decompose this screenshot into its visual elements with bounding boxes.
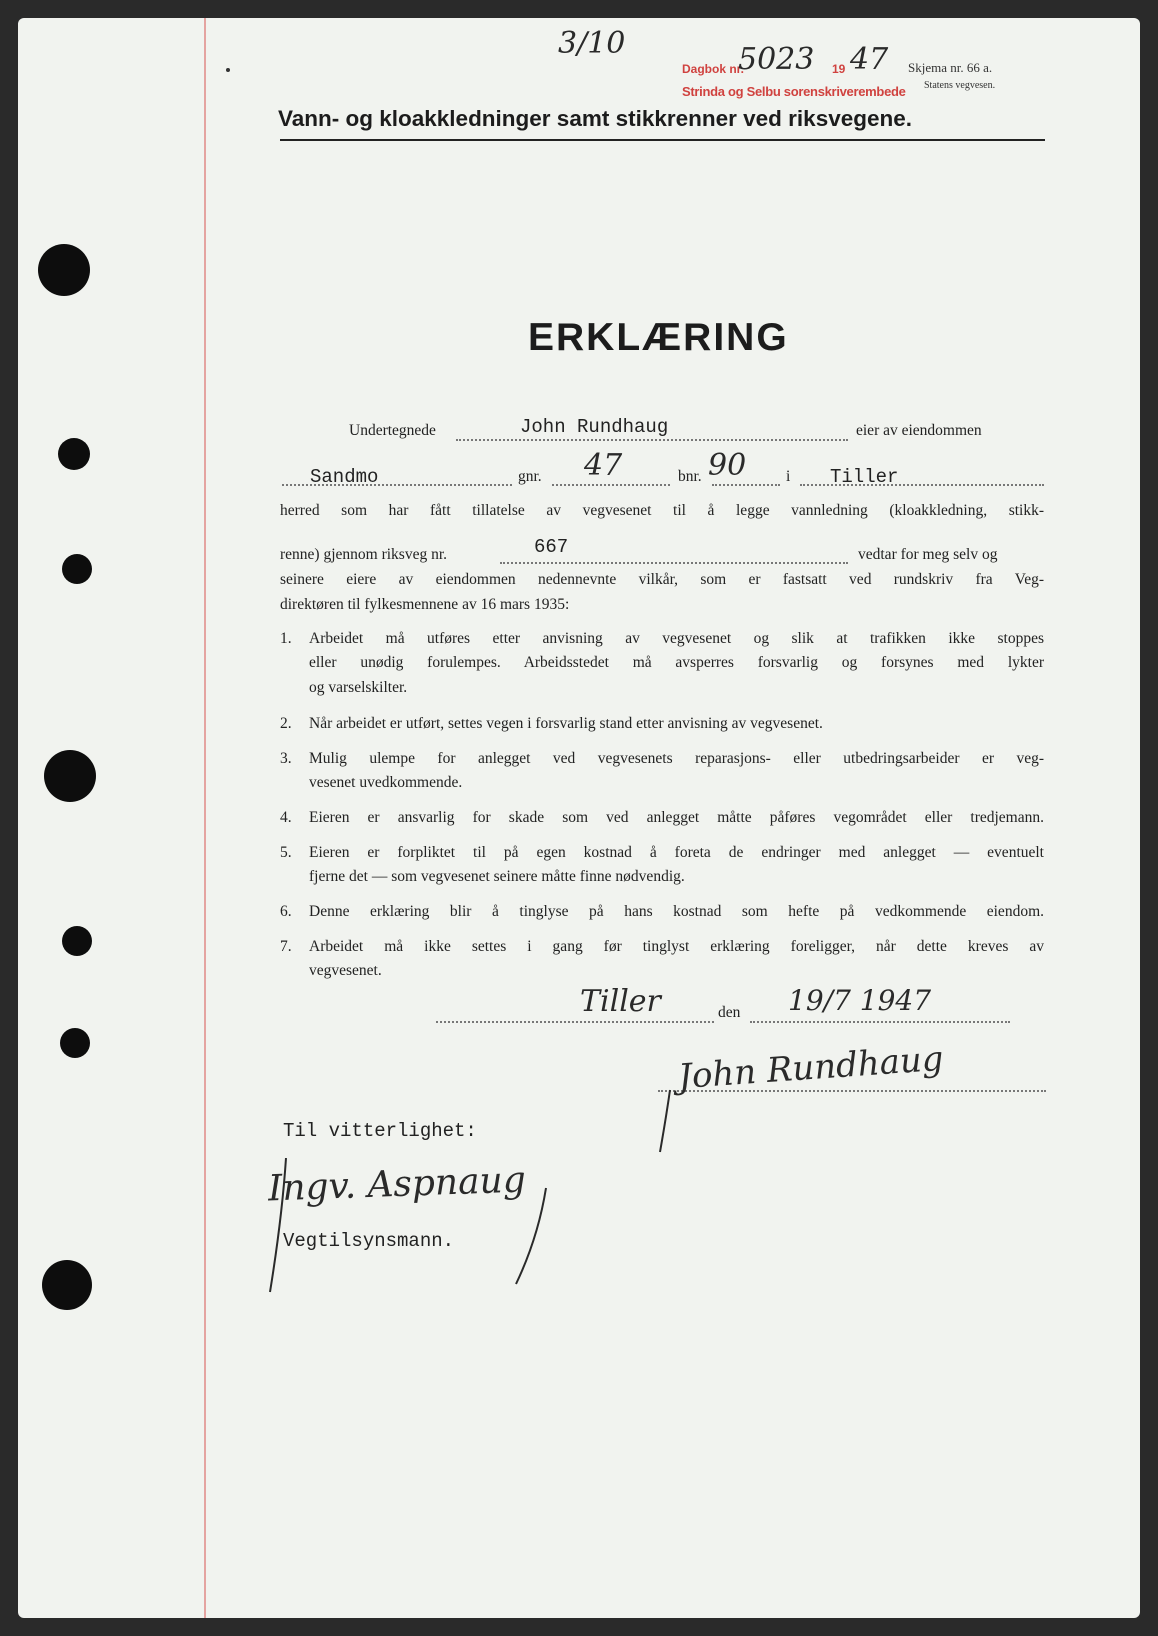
condition-line: vegvesenet. [309, 962, 382, 979]
registry-stamp: Strinda og Selbu sorenskriverembede [682, 84, 906, 99]
condition-number: 6. [280, 903, 292, 920]
punch-hole [42, 1260, 92, 1310]
owner-name: John Rundhaug [520, 416, 669, 438]
undertegnede-label: Undertegnede [349, 422, 436, 439]
dotted-fill [500, 562, 848, 564]
skjema-label: Skjema nr. 66 a. [908, 60, 993, 75]
condition-line: Eieren er ansvarlig for skade som ved anlegget måtte påføres vegområdet eller tredjemann. [309, 809, 1044, 826]
body-line-start: renne) gjennom riksveg nr. [280, 546, 448, 563]
dotted-fill [712, 484, 780, 486]
dagbok-year: 47 [850, 42, 889, 77]
dotted-fill [552, 484, 670, 486]
municipality: Tiller [830, 466, 899, 488]
condition-line: Når arbeidet er utført, settes vegen i forsvarlig stand etter anvisning av vegvesenet. [309, 715, 823, 732]
riksveg-number: 667 [534, 536, 569, 558]
document-title: ERKLÆRING [528, 316, 789, 359]
condition-line: Mulig ulempe for anlegget ved vegvesenets reparasjons- eller utbedringsarbeider er veg- [309, 750, 1044, 767]
body-line: direktøren til fylkesmennene av 16 mars 1935: [280, 596, 570, 613]
witness-title: Vegtilsynsmann. [283, 1230, 455, 1252]
punch-hole [58, 438, 90, 470]
dagbok-year-prefix: 19 [832, 62, 846, 76]
witness-signature-strokes [256, 1158, 556, 1298]
signature-stroke [648, 1088, 688, 1158]
statens-label: Statens vegvesen. [924, 80, 996, 91]
condition-line: eller unødig forulempes. Arbeidsstedet må avsperres forsvarlig og forsynes med lykter [309, 654, 1044, 671]
speck [226, 68, 230, 72]
dotted-fill [750, 1021, 1010, 1023]
owner-signature: John Rundhaug [676, 1038, 945, 1098]
margin-line [204, 18, 206, 1618]
witness-signature: Ingv. Aspnaug [267, 1159, 527, 1210]
condition-line: Arbeidet må utføres etter anvisning av vegvesenet og slik at trafikken ikke stoppes [309, 630, 1044, 647]
header-rule [280, 139, 1045, 141]
condition-line: vesenet uvedkommende. [309, 774, 463, 791]
condition-line: Denne erklæring blir å tinglyse på hans kostnad som hefte på vedkommende eiendom. [309, 903, 1044, 920]
condition-number: 4. [280, 809, 292, 826]
dagbok-number: 5023 [738, 42, 815, 77]
witness-label: Til vitterlighet: [283, 1120, 477, 1142]
punch-hole [62, 926, 92, 956]
gnr-label: gnr. [518, 468, 542, 485]
eier-label: eier av eiendommen [856, 422, 982, 439]
den-label: den [718, 1004, 741, 1021]
property-name: Sandmo [310, 466, 379, 488]
condition-line: Arbeidet må ikke settes i gang før tinglyst erklæring foreligger, når dette kreves av [309, 938, 1044, 955]
i-label: i [786, 468, 791, 485]
signature-place: Tiller [580, 984, 661, 1019]
bnr-value: 90 [708, 448, 747, 483]
condition-number: 1. [280, 630, 292, 647]
dotted-fill [456, 439, 848, 441]
document-page [18, 18, 1140, 1618]
punch-hole [38, 244, 90, 296]
dotted-fill [436, 1021, 714, 1023]
condition-line: Eieren er forpliktet til på egen kostnad å foreta de endringer med anlegget — eventuelt [309, 844, 1044, 861]
condition-number: 5. [280, 844, 292, 861]
condition-number: 7. [280, 938, 292, 955]
condition-number: 2. [280, 715, 292, 732]
signature-date: 19/7 1947 [788, 984, 932, 1017]
body-line: herred som har fått tillatelse av vegvesenet til å legge vannledning (kloakkledning, stikk- [280, 502, 1044, 519]
body-line-end: vedtar for meg selv og [858, 546, 998, 563]
body-line: seinere eiere av eiendommen nedennevnte vilkår, som er fastsatt ved rundskriv fra Veg- [280, 571, 1044, 588]
punch-hole [60, 1028, 90, 1058]
handwritten-page-number: 3/10 [558, 26, 626, 61]
punch-hole [44, 750, 96, 802]
condition-number: 3. [280, 750, 292, 767]
condition-line: fjerne det — som vegvesenet seinere måtte finne nødvendig. [309, 868, 685, 885]
dagbok-label: Dagbok nr. [682, 62, 745, 76]
gnr-value: 47 [584, 448, 623, 483]
punch-hole [62, 554, 92, 584]
bnr-label: bnr. [678, 468, 702, 485]
header-title: Vann- og kloakkledninger samt stikkrenner ved riksvegene. [278, 106, 912, 131]
condition-line: og varselskilter. [309, 679, 408, 696]
